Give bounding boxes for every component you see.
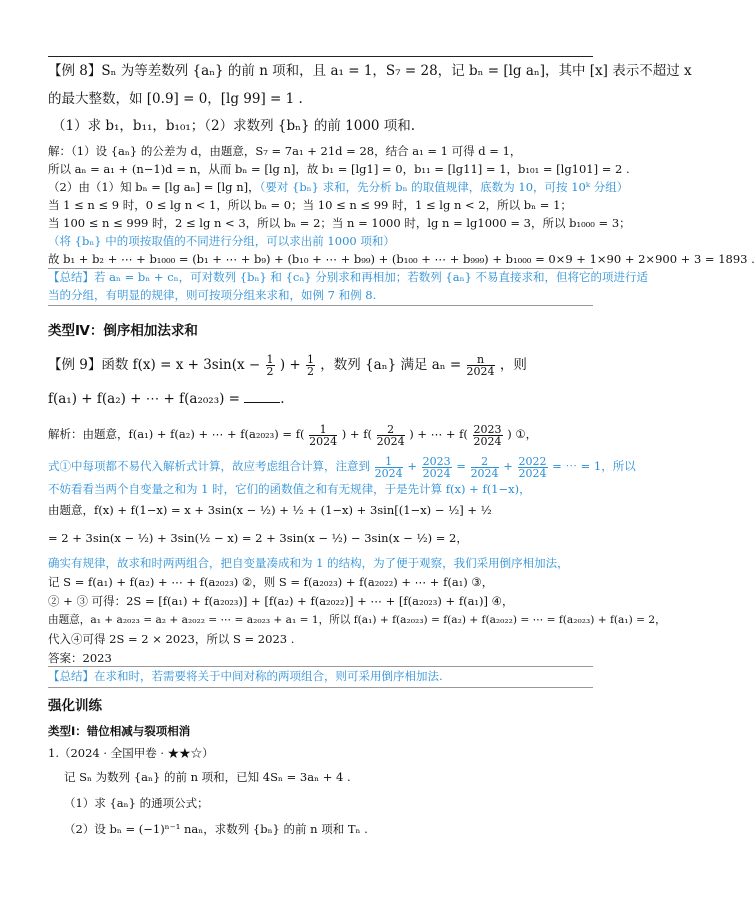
fraction-1-over-2024: $\frac{1}{2024}$ <box>309 422 338 448</box>
solution-hint-2: （将 {bₙ} 中的项按取值的不同进行分组，可以求出前 1000 项和） <box>48 234 395 248</box>
hint-plus-1: + <box>407 459 417 473</box>
example-9-sum-expr: f(a₁) + f(a₂) + ⋯ + f(a₂₀₂₃) = <box>48 391 240 407</box>
analysis-line-9: 代入④可得 2S = 2 × 2023，所以 S = 2023 . <box>48 632 295 646</box>
hint-frac-2023: $\frac{2023}{2024}$ <box>422 454 451 480</box>
training-type-1-heading: 类型Ⅰ：错位相减与裂项相消 <box>48 724 191 738</box>
analysis-hint-line-3: 确实有规律，故求和时两两组合，把自变量凑成和为 1 的结构，为了便于观察，我们采用倒序相加法， <box>48 556 569 570</box>
analysis-text-a: 解析：由题意，f(a₁) + f(a₂) + ⋯ + f(a₂₀₂₃) = f( <box>48 427 305 441</box>
example-9-text-d: ，则 <box>499 357 527 373</box>
question-1-header: 1.（2024 · 全国甲卷 · ★★☆） <box>48 746 214 760</box>
solution-line-3-text: （2）由（1）知 bₙ = [lg aₙ] = [lg n]， <box>48 180 260 194</box>
hint-eq: = <box>456 459 466 473</box>
fraction-one-half-2: $\frac{1}{2}$ <box>307 353 314 378</box>
question-1-part-2: （2）设 bₙ = (−1)ⁿ⁻¹ naₙ，求数列 {bₙ} 的前 n 项和 Tₙ . <box>64 822 368 836</box>
summary-9: 【总结】在求和时，若需要将关于中间对称的两项组合，则可采用倒序相加法. <box>48 669 443 683</box>
example-8-line-2: 的最大整数，如 [0.9] = 0，[lg 99] = 1 . <box>48 91 303 107</box>
top-rule <box>48 56 593 57</box>
example-9-text-b: ) + <box>279 357 301 373</box>
analysis-line-4: = 2 + 3sin(x − ½) + 3sin(½ − x) = 2 + 3sin(x − ½) − 3sin(x − ½) = 2， <box>48 531 468 545</box>
summary-8-line-1: 【总结】若 aₙ = bₙ + cₙ，可对数列 {bₙ} 和 {cₙ} 分别求和再相加；若数列 {aₙ} 不易直接求和，但将它的项进行适 <box>48 270 649 284</box>
summary-8-line-2: 当的分组，有明显的规律，则可按项分组来求和，如例 7 和例 8. <box>48 288 377 302</box>
analysis-text-c: ) + ⋯ + f( <box>409 427 468 441</box>
solution-hint-1: （要对 {bₙ} 求和，先分析 bₙ 的取值规律，底数为 10，可按 10ᵏ 分组） <box>259 180 629 194</box>
analysis-line-6: 记 S = f(a₁) + f(a₂) + ⋯ + f(a₂₀₂₃) ②，则 S = f(a₂₀₂₃) + f(a₂₀₂₂) + ⋯ + f(a₁) ③， <box>48 575 494 589</box>
section-heading-type-4: 类型Ⅳ：倒序相加法求和 <box>48 323 198 339</box>
analysis-line-1 <box>48 420 537 448</box>
analysis-text-b: ) + f( <box>341 427 372 441</box>
analysis-line-3: 由题意，f(x) + f(1−x) = x + 3sin(x − ½) + ½ + (1−x) + 3sin[(1−x) − ½] + ½ <box>48 503 492 517</box>
example-9-line-2: f(a₁) + f(a₂) + ⋯ + f(a₂₀₂₃) = . <box>48 391 285 407</box>
hint-text-a: 式①中每项都不易代入解析式计算，故应考虑组合计算，注意到 <box>48 459 370 473</box>
solution-line-5: 当 100 ≤ n ≤ 999 时，2 ≤ lg n < 3，所以 bₙ = 2；当 n = 1000 时，lg n = lg1000 = 3，所以 b₁₀₀₀ = 3； <box>48 216 631 230</box>
hint-frac-2022: $\frac{2022}{2024}$ <box>518 454 547 480</box>
solution-line-4: 当 1 ≤ n ≤ 9 时，0 ≤ lg n < 1，所以 bₙ = 0；当 10 ≤ n ≤ 99 时，1 ≤ lg n < 2，所以 bₙ = 1； <box>48 198 572 212</box>
example-9-line-1 <box>48 350 527 380</box>
fraction-n-over-2024: $\frac{n}{2024}$ <box>466 353 495 378</box>
hint-frac-2: $\frac{2}{2024}$ <box>470 454 499 480</box>
example-8-line-1: 【例 8】Sₙ 为等差数列 {aₙ} 的前 n 项和，且 a₁ = 1，S₇ = 28，记 bₙ = [lg aₙ]，其中 [x] 表示不超过 x <box>48 63 692 79</box>
example-9-text-c: ，数列 {aₙ} 满足 aₙ = <box>320 357 462 373</box>
example-9-text-a: 【例 9】函数 f(x) = x + 3sin(x − <box>48 357 261 373</box>
solution-line-1: 解：（1）设 {aₙ} 的公差为 d，由题意，S₇ = 7a₁ + 21d = 28，结合 a₁ = 1 可得 d = 1， <box>48 144 522 158</box>
analysis-hint-line-1 <box>48 452 636 480</box>
fraction-one-half: $\frac{1}{2}$ <box>266 353 274 378</box>
analysis-text-d: ) ①， <box>507 427 538 441</box>
fraction-2023-over-2024: $\frac{2023}{2024}$ <box>473 422 502 448</box>
fraction-2-over-2024: $\frac{2}{2024}$ <box>376 422 405 448</box>
analysis-line-7: ② + ③ 可得：2S = [f(a₁) + f(a₂₀₂₃)] + [f(a₂) + f(a₂₀₂₂)] + ⋯ + [f(a₂₀₂₃) + f(a₁)] ④， <box>48 594 514 608</box>
question-1-stem: 记 Sₙ 为数列 {aₙ} 的前 n 项和，已知 4Sₙ = 3aₙ + 4 . <box>64 770 351 784</box>
solution-line-2: 所以 aₙ = a₁ + (n−1)d = n，从而 bₙ = [lg n]，故 b₁ = [lg1] = 0，b₁₁ = [lg11] = 1，b₁₀₁ = [lg101] = 2 . <box>48 162 630 176</box>
analysis-hint-line-2: 不妨看看当两个自变量之和为 1 时，它们的函数值之和有无规律，于是先计算 f(x) + f(1−x)， <box>48 482 531 496</box>
analysis-line-8: 由题意，a₁ + a₂₀₂₃ = a₂ + a₂₀₂₂ = ⋯ = a₂₀₂₃ + a₁ = 1，所以 f(a₁) + f(a₂₀₂₃) = f(a₂) + f(a₂₀₂₂) = ⋯ = f(a₂₀₂₃) + f(a₁) = 2， <box>48 614 666 626</box>
hint-frac-1: $\frac{1}{2024}$ <box>374 454 403 480</box>
hint-text-e: = ⋯ = 1，所以 <box>552 459 636 473</box>
answer-line: 答案：2023 <box>48 651 112 665</box>
solution-line-3 <box>48 180 628 195</box>
question-1-part-1: （1）求 {aₙ} 的通项公式； <box>64 796 209 810</box>
training-heading: 强化训练 <box>48 698 102 714</box>
solution-line-7: 故 b₁ + b₂ + ⋯ + b₁₀₀₀ = (b₁ + ⋯ + b₉) + (b₁₀ + ⋯ + b₉₉) + (b₁₀₀ + ⋯ + b₉₉₉) + b₁₀₀₀ = 0×9 + 1×90 + 2×900 + 3 = 1893 . <box>48 252 755 266</box>
answer-blank <box>244 390 280 403</box>
hint-plus-2: + <box>503 459 513 473</box>
example-8-questions: （1）求 b₁，b₁₁，b₁₀₁；（2）求数列 {bₙ} 的前 1000 项和. <box>52 118 416 134</box>
